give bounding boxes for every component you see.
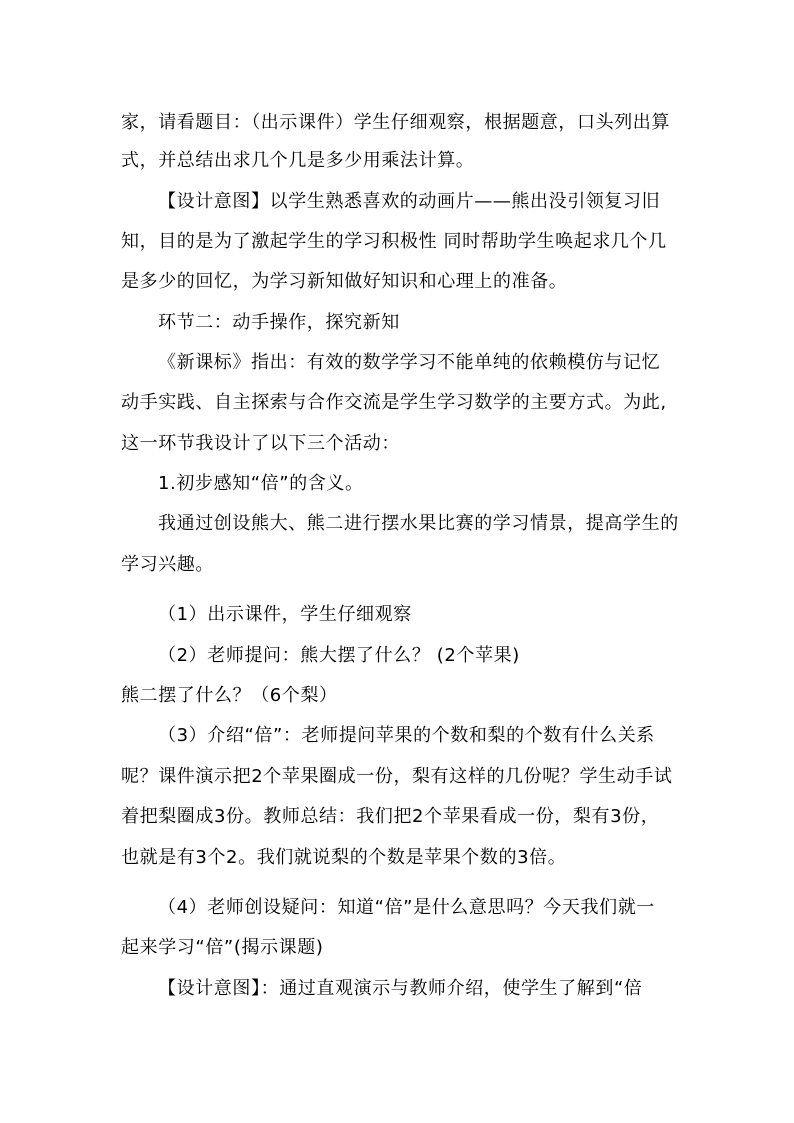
text-line: 式，并总结出求几个几是多少用乘法计算。	[121, 150, 475, 171]
text-line: 我通过创设熊大、熊二进行摆水果比赛的学习情景，提高学生的	[158, 513, 679, 534]
text-line: 【设计意图】以学生熟悉喜欢的动画片——熊出没引领复习旧	[158, 191, 661, 212]
text-line: 动手实践、自主探索与合作交流是学生学习数学的主要方式。为此,	[121, 392, 667, 413]
text-line: 家，请看题目：（出示课件）学生仔细观察，根据题意，口头列出算	[121, 112, 670, 133]
text-line: 起来学习“倍”(揭示课题)	[121, 937, 324, 958]
text-line: 也就是有3个2。我们就说梨的个数是苹果个数的3倍。	[121, 847, 567, 868]
text-line: 是多少的回忆，为学习新知做好知识和心理上的准备。	[121, 271, 568, 292]
text-line: （1）出示课件，学生仔细观察	[158, 604, 412, 625]
text-line: 呢？课件演示把2个苹果圈成一份，梨有这样的几份呢？学生动手试	[121, 766, 673, 787]
text-line: 这一环节我设计了以下三个活动：	[121, 433, 400, 454]
text-line: 学习兴趣。	[121, 554, 214, 575]
text-line: 【设计意图】：通过直观演示与教师介绍，使学生了解到“倍	[158, 978, 643, 999]
text-line: （2）老师提问：熊大摆了什么？ (2个苹果)	[158, 645, 520, 666]
text-line: 知，目的是为了激起学生的学习积极性 同时帮助学生唤起求几个几	[121, 231, 667, 252]
text-line: 1.初步感知“倍”的含义。	[158, 473, 364, 494]
text-line: 《新课标》指出：有效的数学学习不能单纯的依赖模仿与记忆	[158, 352, 661, 373]
section-heading: 环节二：动手操作，探究新知	[158, 312, 400, 333]
text-line: 着把梨圈成3份。教师总结：我们把2个苹果看成一份，梨有3份，	[121, 806, 660, 827]
text-line: （4）老师创设疑问：知道“倍”是什么意思吗？今天我们就一	[158, 897, 655, 918]
text-line: （3）介绍“倍”：老师提问苹果的个数和梨的个数有什么关系	[158, 725, 655, 746]
text-line: 熊二摆了什么？（6个梨）	[121, 685, 338, 706]
